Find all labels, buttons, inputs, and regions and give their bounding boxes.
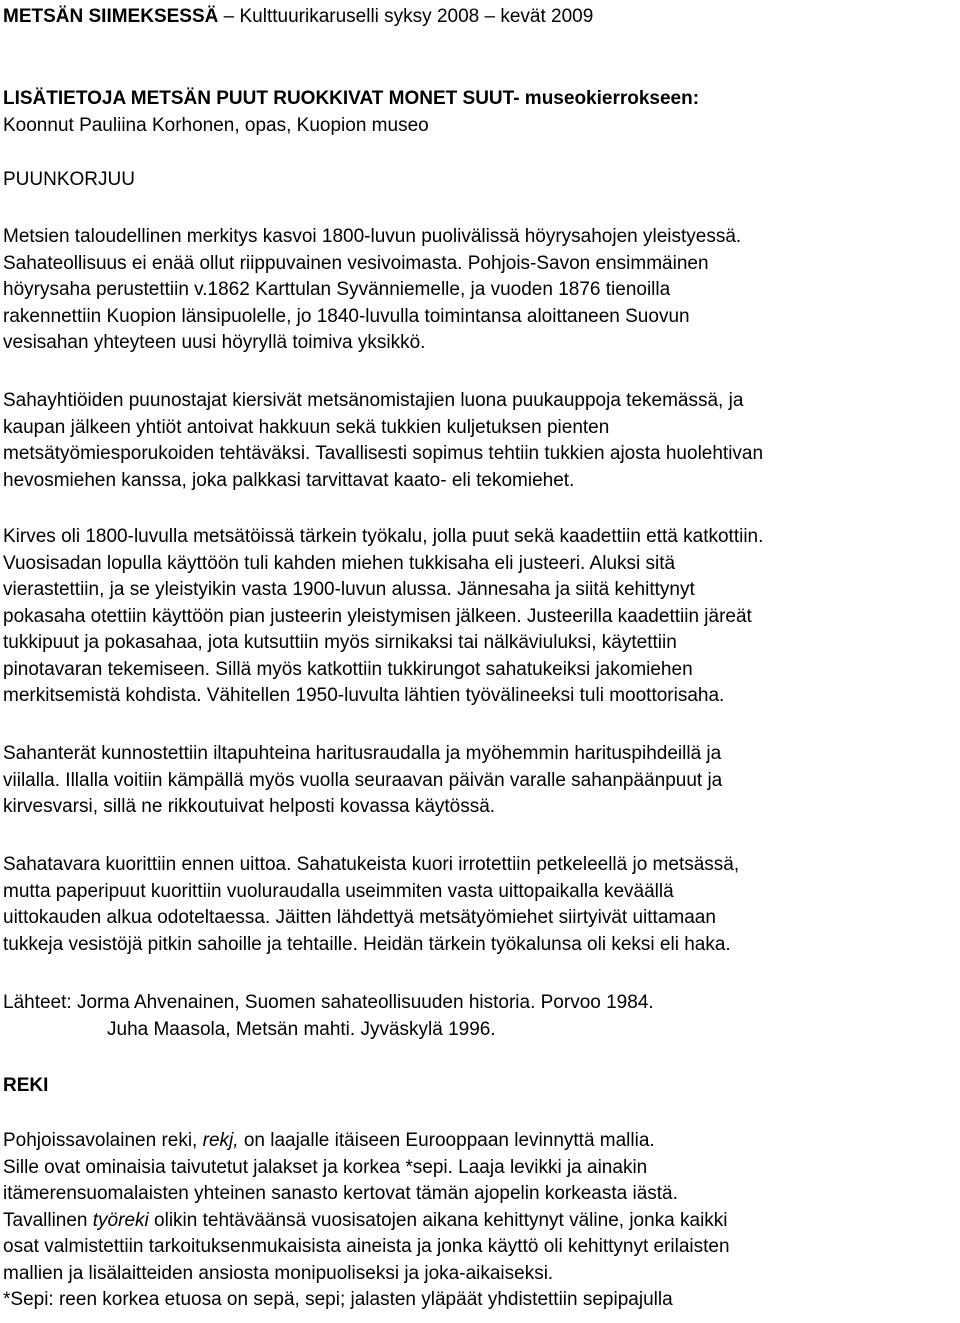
paragraph-line: metsätyömiesporukoiden tehtäväksi. Tavallisesti sopimus tehtiin tukkien ajosta huolehtivan <box>3 443 764 464</box>
reki-text: Pohjoissavolainen reki, <box>3 1130 198 1151</box>
document-header <box>3 4 593 30</box>
paragraph-line: kaupan jälkeen yhtiöt antoivat hakkuun sekä tukkien kuljetuksen pienten <box>3 416 610 438</box>
reki-text: olikin tehtäväänsä vuosisatojen aikana kehittynyt väline, jonka kaikki <box>154 1209 728 1231</box>
paragraph-line <box>3 1208 957 1235</box>
paragraph-line: Sahateollisuus ei enää ollut riippuvainen vesivoimasta. Pohjois-Savon ensimmäinen <box>3 252 709 274</box>
paragraph-line <box>3 1128 957 1155</box>
paragraph-line: Metsien taloudellinen merkitys kasvoi 1800-luvun puolivälissä höyrysahojen yleistyessä. <box>3 226 742 247</box>
paragraph-line: Sahayhtiöiden puunostajat kiersivät metsänomistajien luona puukauppoja tekemässä, ja <box>3 390 744 411</box>
paragraph-line: mallien ja lisälaitteiden ansiosta monipuoliseksi ja joka-aikaiseksi. <box>3 1262 554 1284</box>
paragraph-3 <box>3 524 957 710</box>
paragraph-line: tukkeja vesistöjä pitkin sahoille ja tehtaille. Heidän tärkein työkalunsa oli keksi eli haka. <box>3 933 731 955</box>
puunkorjuu-heading-block <box>3 167 957 194</box>
paragraph-1 <box>3 224 957 357</box>
paragraph-4 <box>3 741 957 821</box>
paragraph-line: Sahanterät kunnostettiin iltapuhteina haritusraudalla ja myöhemmin harituspihdeillä ja <box>3 743 722 764</box>
reki-term: työreki <box>92 1209 149 1231</box>
header-title: METSÄN SIIMEKSESSÄ <box>3 6 219 27</box>
paragraph-line: pokasaha otettiin käyttöön pian justeerin yleistymisen jälkeen. Justeerilla kaadettiin järeät <box>3 605 752 627</box>
paragraph-line: Sille ovat ominaisia taivutetut jalakset ja korkea *sepi. Laaja levikki ja ainakin <box>3 1156 648 1178</box>
source-1: Jorma Ahvenainen, Suomen sahateollisuuden historia. Porvoo 1984. <box>76 992 654 1013</box>
info-heading: LISÄTIETOJA METSÄN PUUT RUOKKIVAT MONET SUUT- museokierrokseen: <box>3 88 700 109</box>
source-2: Juha Maasola, Metsän mahti. Jyväskylä 1996. <box>107 1018 496 1040</box>
reki-term: rekj, <box>202 1130 239 1151</box>
paragraph-line: *Sepi: reen korkea etuosa on sepä, sepi; jalasten yläpäät yhdistettiin sepipajulla <box>3 1289 673 1310</box>
reki-paragraph <box>3 1128 957 1314</box>
info-author: Koonnut Pauliina Korhonen, opas, Kuopion museo <box>3 114 429 136</box>
reki-text: Tavallinen <box>3 1209 88 1231</box>
reki-heading: REKI <box>3 1075 49 1096</box>
reki-heading-block <box>3 1073 957 1100</box>
paragraph-line: vierastettiin, ja se yleistyikin vasta 1900-luvun alussa. Jännesaha ja siitä kehittynyt <box>3 579 695 600</box>
paragraph-line: tukkipuut ja pokasahaa, jota kutsuttiin myös sirnikaksi tai nälkäviuluksi, käytettiin <box>3 632 677 653</box>
header-subtitle: – Kulttuurikaruselli syksy 2008 – kevät 2009 <box>223 6 594 27</box>
paragraph-line: hevosmiehen kanssa, joka palkkasi tarvittavat kaato- eli tekomiehet. <box>3 469 575 491</box>
puunkorjuu-heading: PUUNKORJUU <box>3 169 135 190</box>
sources-label: Lähteet: <box>3 992 72 1013</box>
paragraph-line: höyrysaha perustettiin v.1862 Karttulan Syvänniemelle, ja vuoden 1876 tienoilla <box>3 279 671 300</box>
paragraph-line: Sahatavara kuorittiin ennen uittoa. Sahatukeista kuori irrotettiin petkeleellä jo metsässä, <box>3 854 740 875</box>
paragraph-line: kirvesvarsi, sillä ne rikkoutuivat helposti kovassa käytössä. <box>3 796 496 817</box>
paragraph-line: vesisahan yhteyteen uusi höyryllä toimiva yksikkö. <box>3 332 426 353</box>
paragraph-2 <box>3 388 957 494</box>
paragraph-line: rakennettiin Kuopion länsipuolelle, jo 1840-luvulla toimintansa aloittaneen Suovun <box>3 305 690 327</box>
paragraph-5 <box>3 852 957 958</box>
paragraph-line: Kirves oli 1800-luvulla metsätöissä tärkein työkalu, jolla puut sekä kaadettiin että katkottiin. <box>3 526 764 547</box>
paragraph-line: Vuosisadan lopulla käyttöön tuli kahden miehen tukkisaha eli justeeri. Aluksi sitä <box>3 552 676 574</box>
paragraph-line: viilalla. Illalla voitiin kämpällä myös vuolla seuraavan päivän varalle sahanpäänpuut ja <box>3 769 723 791</box>
sources <box>3 990 957 1043</box>
paragraph-line: merkitsemistä kohdista. Vähitellen 1950-luvulta lähtien työvälineeksi tuli moottorisaha. <box>3 685 725 706</box>
source-line-1 <box>3 990 957 1017</box>
paragraph-line: uittokauden alkua odoteltaessa. Jäitten lähdettyä metsätyömiehet siirtyivät uittamaan <box>3 907 716 928</box>
reki-text: on laajalle itäiseen Eurooppaan levinnyttä mallia. <box>243 1130 655 1151</box>
info-section <box>3 86 957 139</box>
paragraph-line: mutta paperipuut kuorittiin vuoluraudalla useimmiten vasta uittopaikalla keväällä <box>3 880 674 902</box>
paragraph-line: itämerensuomalaisten yhteinen sanasto kertovat tämän ajopelin korkeasta iästä. <box>3 1183 678 1204</box>
paragraph-line: pinotavaran tekemiseen. Sillä myös katkottiin tukkirungot sahatukeiksi jakomiehen <box>3 658 693 680</box>
paragraph-line: osat valmistettiin tarkoituksenmukaisista aineista ja jonka käyttö oli kehittynyt erilaisten <box>3 1236 730 1257</box>
